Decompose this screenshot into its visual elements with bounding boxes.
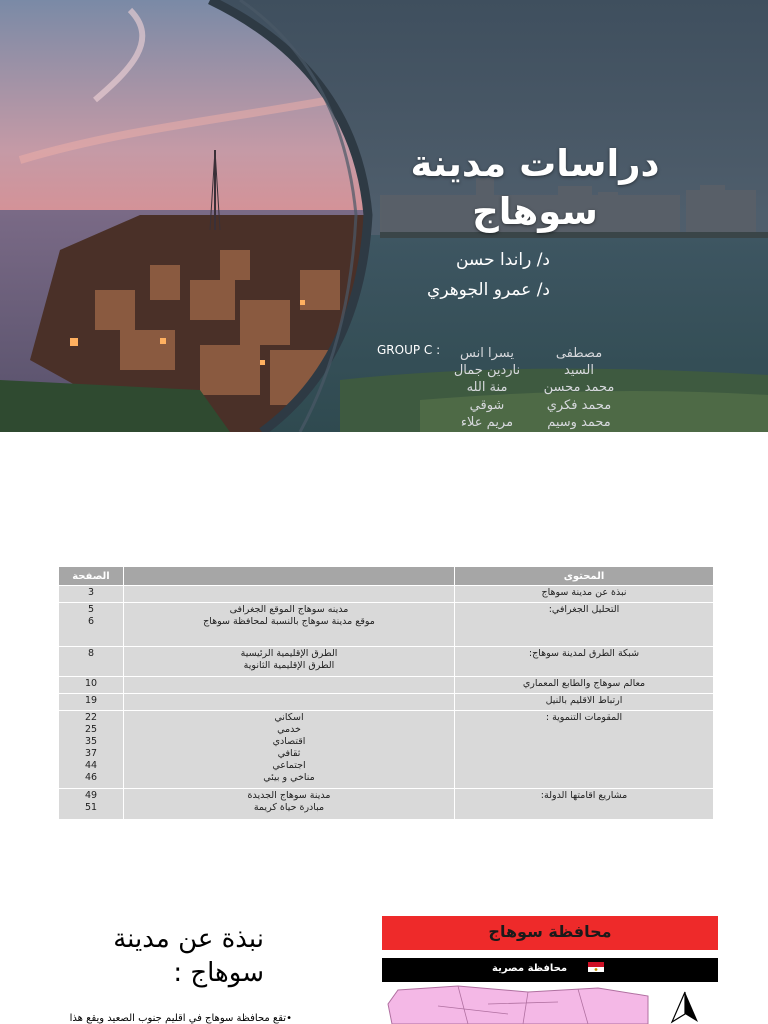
page-number-cell <box>59 711 124 789</box>
subtopic: ثقافي <box>277 748 301 759</box>
page-number: 5 <box>87 604 95 615</box>
subtopic: الطرق الإقليمية الرئيسية <box>240 648 338 659</box>
table-row <box>59 677 714 694</box>
member-right: محمد فكري <box>546 398 612 413</box>
section-title <box>44 922 264 990</box>
page-number: 51 <box>84 802 98 813</box>
group-label: GROUP C : <box>377 343 441 357</box>
table-header-row <box>59 567 714 586</box>
author-1: د/ راندا حسن <box>455 250 550 270</box>
member-left: مريم علاء <box>460 415 514 430</box>
page-number-cell <box>59 647 124 677</box>
topic-cell: ارتباط الاقليم بالنيل <box>455 694 714 711</box>
page-number: 6 <box>87 616 95 627</box>
member-left: ناردين جمال <box>453 363 521 378</box>
subtopic-cell <box>124 789 455 820</box>
subtopic: اقتصادي <box>272 736 306 747</box>
subtopic: مبادرة حياة كريمة <box>253 802 325 813</box>
page-number: 37 <box>84 748 98 759</box>
subtopic: اسكاني <box>274 712 304 723</box>
page-number: 46 <box>84 772 98 783</box>
subtopic: موقع مدينة سوهاج بالنسبة لمحافظة سوهاج <box>203 616 375 627</box>
topic-cell: التحليل الجغرافي: <box>455 603 714 647</box>
cover-slide <box>0 0 768 432</box>
table-row <box>59 603 714 647</box>
page-number: 10 <box>84 678 98 689</box>
subtopic: مدينه سوهاج الموقع الجغرافى <box>229 604 349 615</box>
member-right: السيد <box>564 363 594 378</box>
page-number-cell <box>59 694 124 711</box>
subtopic-cell <box>124 694 455 711</box>
table-row <box>59 586 714 603</box>
table-row <box>59 647 714 677</box>
topic-cell: نبذة عن مدينة سوهاج <box>455 586 714 603</box>
header-page: الصفحة <box>59 567 124 586</box>
egypt-flag-icon <box>588 962 604 977</box>
page-number: 49 <box>84 790 98 801</box>
subtopic: الطرق الإقليمية الثانوية <box>243 660 335 671</box>
subtopic-cell <box>124 711 455 789</box>
member-left: يسرا انس <box>460 346 514 361</box>
page-number: 44 <box>84 760 98 771</box>
page-number: 22 <box>84 712 98 723</box>
subtopic: مناخي و بيئي <box>263 772 315 783</box>
map-header-text: محافظة سوهاج <box>488 922 612 941</box>
author-2: د/ عمرو الجوهري <box>427 280 550 300</box>
cover-title-line1: دراسات مدينة <box>410 142 660 185</box>
governorate-map <box>378 914 720 1024</box>
header-content: المحتوى <box>455 567 714 586</box>
member-right: محمد وسيم <box>547 415 611 430</box>
page-number-cell <box>59 586 124 603</box>
topic-cell: شبكة الطرق لمدينة سوهاج: <box>455 647 714 677</box>
section-title-line1: نبذة عن مدينة <box>113 924 264 954</box>
subtopic: خدمي <box>277 724 301 735</box>
topic-cell: مشاريع اقامتها الدولة: <box>455 789 714 820</box>
table-row <box>59 789 714 820</box>
member-left: شوقي <box>469 398 505 413</box>
section-body-text: •تقع محافظة سوهاج في اقليم جنوب الصعيد ويقع هذا <box>69 1013 292 1024</box>
page-number-cell <box>59 789 124 820</box>
subtopic-cell <box>124 647 455 677</box>
map-header-bar <box>382 916 718 950</box>
contents-table <box>58 566 714 820</box>
page-number: 3 <box>87 587 95 598</box>
table-row <box>59 694 714 711</box>
table-body <box>59 586 714 820</box>
subtopic-cell <box>124 586 455 603</box>
member-right: محمد محسن <box>543 380 615 395</box>
header-middle <box>124 567 455 586</box>
page-number: 8 <box>87 648 95 659</box>
subtopic: اجتماعي <box>272 760 306 771</box>
north-arrow-icon <box>668 990 702 1024</box>
member-right: مصطفى <box>555 346 603 361</box>
subtopic-cell <box>124 677 455 694</box>
page-number: 19 <box>84 695 98 706</box>
subtopic-cell <box>124 603 455 647</box>
page-number-cell <box>59 677 124 694</box>
page-number-cell <box>59 603 124 647</box>
topic-cell: معالم سوهاج والطابع المعماري <box>455 677 714 694</box>
topic-cell: المقومات التنموية : <box>455 711 714 789</box>
cover-title-line2: سوهاج <box>472 190 598 233</box>
page-number: 35 <box>84 736 98 747</box>
map-subheader-bar <box>382 958 718 982</box>
cover-title <box>380 140 690 236</box>
table-row <box>59 711 714 789</box>
subtopic: مدينة سوهاج الجديدة <box>247 790 331 801</box>
page-number: 25 <box>84 724 98 735</box>
section-title-line2: سوهاج : <box>173 958 264 988</box>
map-subheader-text: محافظة مصرية <box>492 963 568 974</box>
member-left: منة الله <box>466 380 508 395</box>
